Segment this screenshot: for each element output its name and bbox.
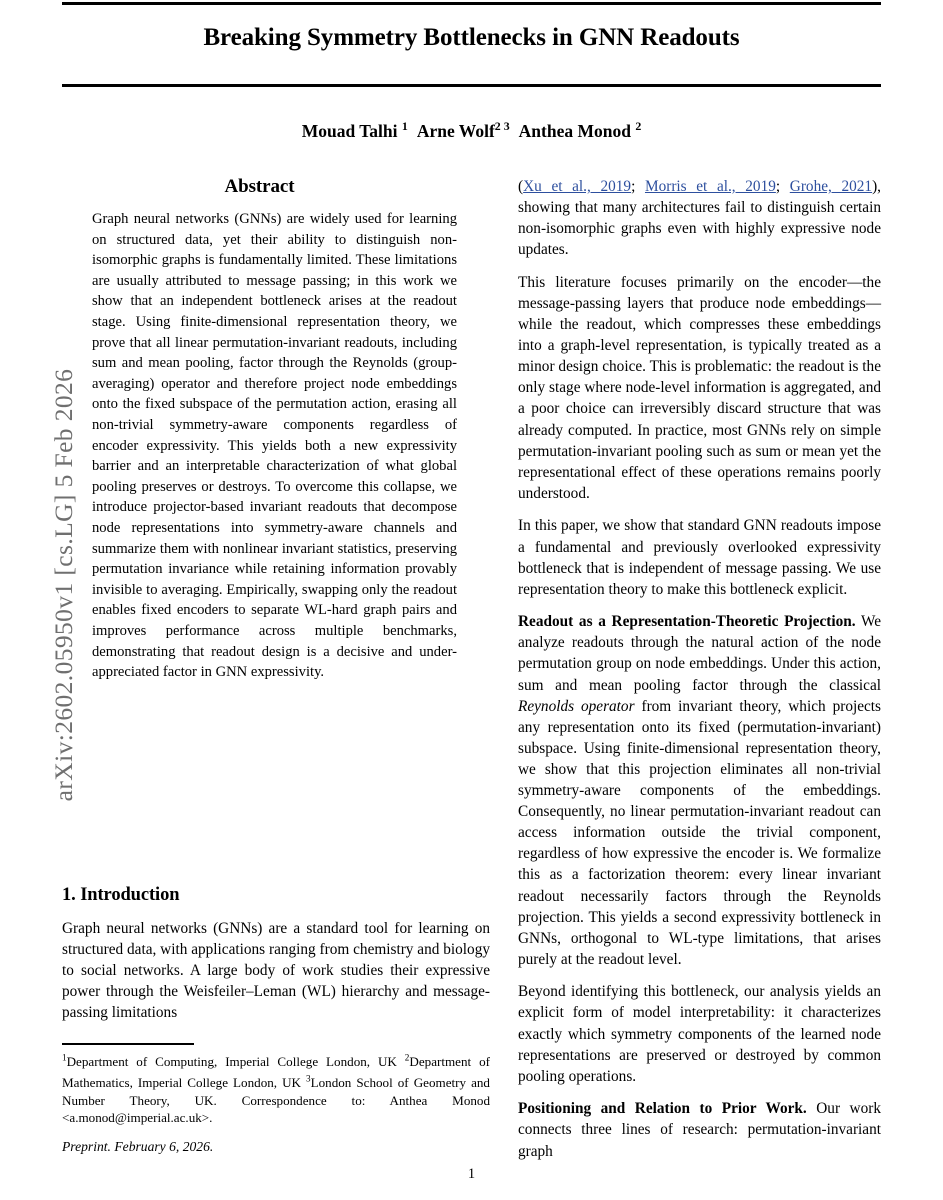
author-name: Anthea Monod (518, 120, 631, 141)
body-paragraph-readout-projection (518, 611, 881, 970)
body-paragraph-contribution: In this paper, we show that standard GNN readouts impose a fundamental and previously overlooked expressivity bottleneck that is independent of message passing. We use representation theory to make this bottleneck explicit. (518, 517, 881, 598)
italic-term-reynolds-operator: Reynolds operator (518, 697, 635, 715)
left-column (62, 176, 457, 683)
arxiv-identifier-stamp: arXiv:2602.05950v1 [cs.LG] 5 Feb 2026 (49, 368, 78, 802)
body-paragraph-interpretability: Beyond identifying this bottleneck, our analysis yields an explicit form of model interpretability: it characterizes exactly which symmetry components of the learned node representations are preserved or destroyed by common pooling operations. (518, 983, 881, 1085)
author-entry (417, 121, 510, 141)
footnote-text: Department of Computing, Imperial College London, UK (66, 1054, 397, 1070)
header-rule-top (62, 2, 881, 5)
citation-separator: ; (631, 178, 645, 195)
footnote-separator-rule (62, 1043, 194, 1045)
citation-link-xu[interactable]: Xu et al., 2019 (523, 178, 632, 195)
author-list (62, 119, 881, 142)
body-paragraph-encoder-focus: This literature focuses primarily on the encoder—the message-passing layers that produce node embeddings—while the readout, which compresses these embeddings into a graph-level representation, is typically treated as a minor design choice. This is problematic: the readout is the only stage where node-level information is aggregated, and a poor choice can irreversibly discard structure that was already computed. In practice, most GNNs rely on simple permutation-invariant pooling such as sum or mean yet the representational effect of these operations remains poorly understood. (518, 273, 881, 502)
citation-separator: ; (775, 178, 790, 195)
introduction-heading: 1. Introduction (62, 885, 180, 905)
page-number: 1 (467, 1166, 476, 1182)
right-column (518, 176, 881, 1162)
author-affiliation-mark: 2 3 (494, 119, 510, 133)
paper-title: Breaking Symmetry Bottlenecks in GNN Readouts (203, 24, 740, 51)
footnote-text: London School of Geometry and Number Theory, UK. Correspondence to: Anthea Monod <a.monod@imperial.ac.uk>. (62, 1075, 490, 1125)
introduction-paragraph: Graph neural networks (GNNs) are a standard tool for learning on structured data, with applications ranging from chemistry and biology to social networks. A large body of work studies their expressive power through the Weisfeiler–Leman (WL) hierarchy and message-passing limitations (62, 920, 490, 1022)
header-rule-bottom (62, 84, 881, 87)
paragraph-text-after-italic: from invariant theory, which projects any representation onto its fixed (permutation-invariant) subspace. Using finite-dimensional representation theory, we show that this projection eliminates all non-trivial symmetry-aware components of the embeddings. Consequently, no linear permutation-invariant readout can access information outside the trivial component, regardless of how expressive the encoder is. We formalize this as a factorization theorem: every linear invariant readout necessarily factors through the Reynolds projection. This yields a second expressivity bottleneck in GNNs, orthogonal to WL-type limitations, that arises purely at the readout level. (518, 697, 881, 968)
runin-heading-positioning: Positioning and Relation to Prior Work. (518, 1100, 807, 1118)
paragraph-text-before-italic: We analyze readouts through the natural action of the node permutation group on node embeddings. Under this action, sum and mean pooling factor through the classical (518, 613, 881, 694)
preprint-note: Preprint. February 6, 2026. (62, 1139, 214, 1154)
footnote-text: Department of Mathematics, Imperial College London, UK (62, 1054, 490, 1091)
runin-heading-readout-projection: Readout as a Representation-Theoretic Projection. (518, 613, 856, 631)
footnote-mark: 3 (306, 1073, 311, 1084)
introduction-section (62, 885, 490, 1024)
citation-open-paren: ( (518, 178, 524, 195)
paragraph-text: Our work connects three lines of research: permutation-invariant graph (518, 1100, 881, 1160)
citation-link-grohe[interactable]: Grohe, 2021 (789, 178, 873, 195)
abstract-body: Graph neural networks (GNNs) are widely used for learning on structured data, yet their ability to distinguish non-isomorphic graphs is fundamentally limited. These limitations are usually attributed to message passing; in this work we show that an independent bottleneck arises at the readout stage. Using finite-dimensional representation theory, we prove that all linear permutation-invariant readouts, including sum and mean pooling, factor through the Reynolds (group-averaging) operator and therefore project node embeddings onto the fixed subspace of the permutation action, erasing all non-trivial symmetry-aware components regardless of encoder expressivity. This yields both a new expressivity barrier and an interpretable characterization of what global pooling preserves or destroys. To overcome this collapse, we introduce projector-based invariant readouts that decompose node representations into symmetry-aware channels and summarize them with nonlinear invariant statistics, preserving permutation invariance while retaining information provably invisible to averaging. Empirically, swapping only the readout enables fixed encoders to separate WL-hard graph pairs and improves performance across multiple benchmarks, demonstrating that readout design is a decisive and under-appreciated factor in GNN expressivity. (92, 211, 457, 681)
author-name: Arne Wolf (416, 120, 495, 141)
body-paragraph-positioning (518, 1098, 881, 1161)
author-affiliation-mark: 2 (635, 119, 642, 133)
citation-tail-text: ), showing that many architectures fail to distinguish certain non-isomorphic graphs even with highly expressive node updates. (518, 178, 881, 259)
author-entry (302, 121, 408, 141)
author-entry (519, 121, 642, 141)
abstract-heading: Abstract (224, 176, 295, 197)
footnote-mark: 1 (62, 1053, 67, 1063)
footnote-mark: 2 (404, 1053, 410, 1063)
footnote-item (62, 1054, 397, 1069)
footnote-block (62, 1050, 490, 1126)
author-name: Mouad Talhi (301, 120, 398, 141)
author-affiliation-mark: 1 (401, 119, 408, 133)
citation-link-morris[interactable]: Morris et al., 2019 (644, 178, 776, 195)
citation-paragraph (518, 176, 881, 260)
